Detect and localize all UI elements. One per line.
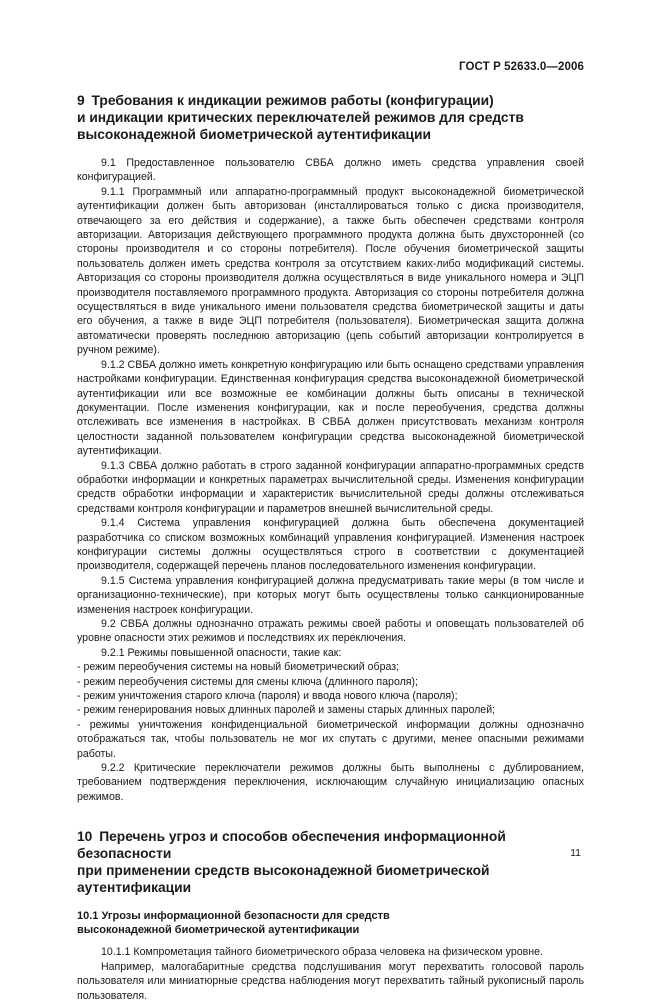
list-item: - режим уничтожения старого ключа (пароля) и ввода нового ключа (пароля); — [77, 690, 458, 703]
list-item: - режим генерирования новых длинных паролей и замены старых длинных паролей; — [77, 704, 496, 717]
section-9-number: 9 — [77, 93, 85, 108]
paragraph-9-1: 9.1 Предоставленное пользователю СВБА должно иметь средства управления своей конфигурацией. — [77, 157, 584, 184]
section-10-heading — [77, 828, 584, 896]
section-10-number: 10 — [77, 829, 93, 845]
section-9-heading — [77, 92, 584, 143]
subsection-10-1-title-line-1: 10.1 Угрозы информационной безопасности для средств — [77, 910, 390, 923]
paragraph-10-1-1: 10.1.1 Компрометация тайного биометрического образа человека на физическом уровне. — [101, 946, 543, 959]
paragraph-10-1-1-example: Например, малогабаритные средства подслушивания могут перехватить голосовой пароль пользователя или миниатюрные средства наблюдения могут перехватить тайный рукописный пароль пользователя. — [77, 960, 584, 1002]
paragraph-9-1-5: 9.1.5 Система управления конфигурацией должна предусматривать такие меры (в том числе и организационно-технические), при которых могут быть осуществлены только санкционированные изменения настроек конфигурации. — [77, 574, 584, 616]
section-10 — [77, 828, 584, 1003]
section-9-title-line-1: Требования к индикации режимов работы (конфигурации) — [91, 93, 494, 108]
paragraph-9-1-3: 9.1.3 СВБА должно работать в строго заданной конфигурации аппаратно-программных средств обработки информации и конкретных параметрах вычислительной среды. Изменения конфигурации средств обработки информации и характеристик вычислительной среды должны отслеживаться средствами контроля конфигурации и параметров внешней вычислительной среды. — [77, 459, 584, 515]
paragraph-9-1-4: 9.1.4 Система управления конфигурацией должна быть обеспечена документацией разработчика со списком возможных комбинаций управления конфигурацией. Изменения настроек конфигурации системы должны осуществляться строго в соответствии с документацией производителя, содержащей перечень планов последовательного изменения конфигурации. — [77, 517, 584, 573]
paragraph-9-1-1: 9.1.1 Программный или аппаратно-программный продукт высоконадежной биометрической аутентификации должен быть авторизован (инсталлироваться только с диска производителя, отвечающего за его действия и содержание), а также быть обеспечен средствами контроля авторизации. Авторизация действующего программного продукта должна быть двухсторонней (со стороны производителя и со стороны потребителя). После обучения биометрической защиты пользователь должен иметь средства контроля за отсутствием каких-либо модификаций системы. Авторизация со стороны производителя должна осуществляться в виде уникального номера и ЭЦП производителя поставляемого программного продукта. Авторизация со стороны потребителя должна осуществляться в виде уникального имени пользователя средства биометрической защиты и даты его обучения, а также в виде ЭЦП потребителя (пользователя). Биометрическая защита должна автоматически проверять последнюю авторизацию (цепь событий авторизации контролируется в ручном режиме). — [77, 185, 584, 357]
section-9-title-line-2: и индикации критических переключателей режимов для средств — [77, 110, 524, 125]
paragraph-9-2: 9.2 СВБА должны однозначно отражать режимы своей работы и оповещать пользователей об уровне опасности этих режимов и последствиях их переключения. — [77, 618, 584, 645]
paragraph-9-2-1: 9.2.1 Режимы повышенной опасности, такие как: — [101, 646, 342, 659]
subsection-10-1-heading — [77, 909, 584, 937]
list-item: - режим переобучения системы для смены ключа (длинного пароля); — [77, 675, 418, 688]
document-code: ГОСТ Р 52633.0—2006 — [459, 61, 584, 73]
subsection-10-1-title-line-2: высоконадежной биометрической аутентификации — [77, 924, 360, 937]
section-10-title-line-1: Перечень угроз и способов обеспечения информационной безопасности — [77, 829, 506, 862]
page-number: 11 — [570, 847, 581, 859]
list-item: - режимы уничтожения конфиденциальной биометрической информации должны однозначно отображаться так, чтобы пользователь не мог их спутать с другими, менее опасными режимами работы. — [77, 718, 584, 760]
section-10-title-line-2: при применении средств высоконадежной биометрической аутентификации — [77, 863, 490, 896]
list-item: - режим переобучения системы на новый биометрический образ; — [77, 661, 400, 674]
section-9-title-line-3: высоконадежной биометрической аутентификации — [77, 127, 431, 142]
page-content — [77, 92, 584, 1003]
paragraph-9-1-2: 9.1.2 СВБА должно иметь конкретную конфигурацию или быть оснащено средствами управления настройками конфигурации. Единственная конфигурация средства высоконадежной биометрической аутентификации или все возможные ее комбинации должны быть описаны в технической документации. После изменения конфигурации, как и после переобучения, средства должны отслеживать все изменения в настройках. В СВБА должен присутствовать механизм контроля целостности заданной пользователем конфигурации средства высоконадежной биометрической аутентификации. — [77, 358, 584, 458]
section-9 — [77, 92, 584, 804]
paragraph-9-2-2: 9.2.2 Критические переключатели режимов должны быть выполнены с дублированием, требованием подтверждения переключения, исключающим случайную инициализацию опасных режимов. — [77, 762, 584, 803]
